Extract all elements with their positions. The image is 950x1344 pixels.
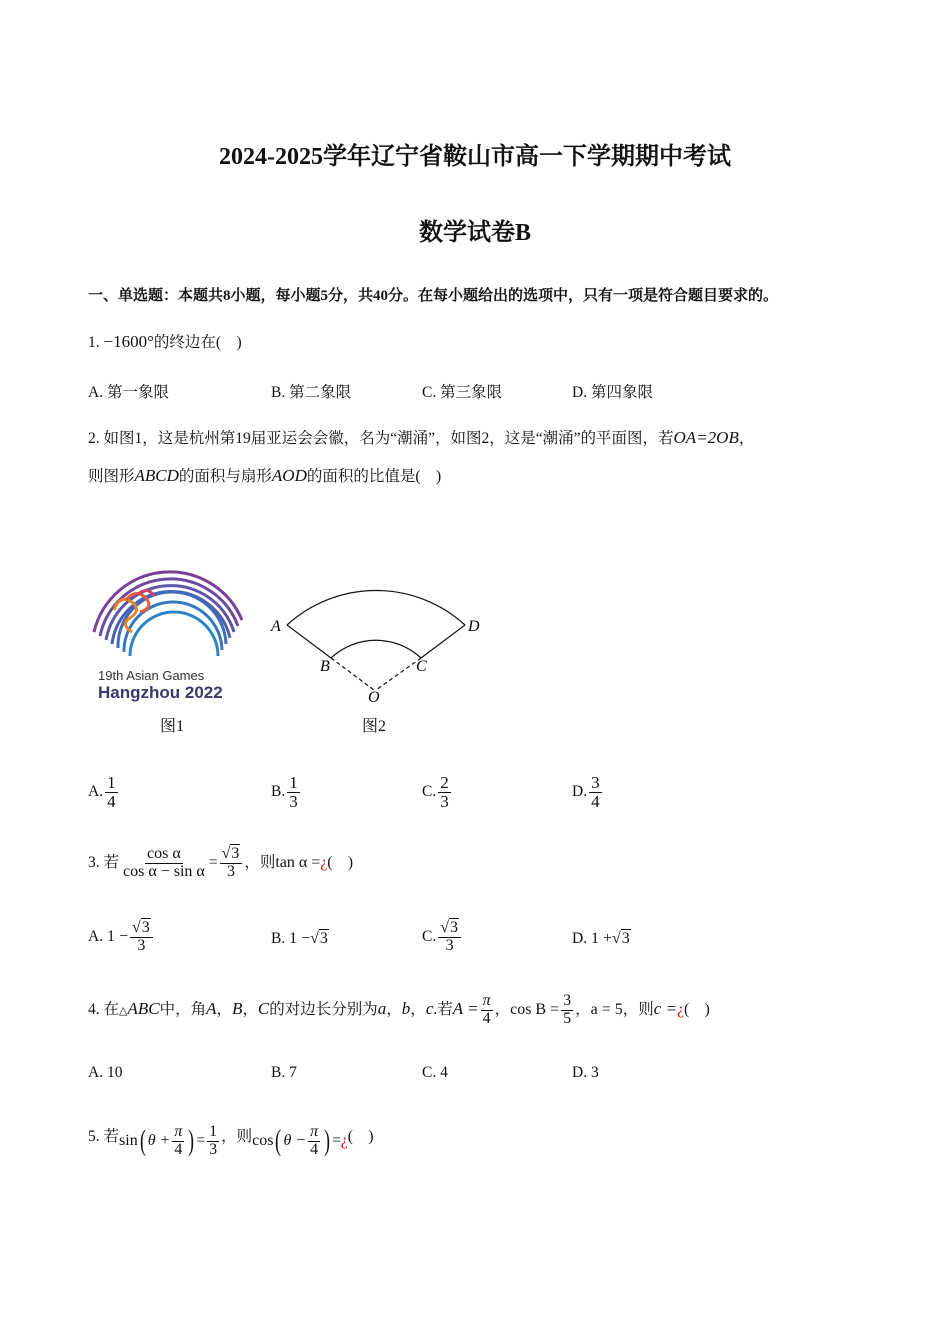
q2-option-a: A. $\frac{1}{4}$ — [88, 773, 116, 811]
segment-ab — [287, 625, 331, 658]
q3-option-a: A. 1 − $\frac{√3}{3}$ — [88, 920, 155, 955]
figure-1-caption: 图1 — [160, 718, 185, 735]
q1-option-a: A. 第一象限 — [88, 384, 169, 401]
q1-option-b: B. 第二象限 — [271, 384, 352, 401]
question-2-line2: 则图形ABCD的面积与扇形AOD的面积的比值是( ) — [88, 466, 442, 485]
exam-subtitle: 数学试卷B — [418, 220, 531, 246]
question-2-line1: 2. 如图1，这是杭州第19届亚运会会徽，名为“潮涌”，如图2，这是“潮涌”的平面图，若OA=2OB， — [88, 428, 755, 447]
question-3: 3. 若 $\frac{\text{cos α}}{\text{cos α − sin α}}$ = $\frac{√3}{3}$ ，则tan α =¿( ) — [88, 845, 354, 880]
q3-option-b: B. 1 −√3 — [271, 930, 328, 947]
label-a: A — [271, 618, 281, 635]
sector-diagram — [266, 570, 496, 710]
segment-dc — [421, 625, 465, 658]
segment-bo — [331, 658, 374, 690]
outer-arc — [287, 590, 465, 625]
label-b: B — [320, 658, 330, 675]
q1-option-c: C. 第三象限 — [422, 384, 503, 401]
asian-games-logo — [86, 570, 256, 705]
question-5: 5. 若sin( θ + $\frac{\pi}{4}$ ) = $\frac{1}{3}$ ，则cos( θ − $\frac{\pi}{4}$ ) =¿( ) — [88, 1123, 374, 1158]
q4-option-b: B. 7 — [271, 1064, 297, 1081]
q2-option-c: C. $\frac{2}{3}$ — [422, 773, 449, 811]
label-c: C — [416, 658, 427, 675]
label-o: O — [368, 689, 380, 706]
logo-line2: Hangzhou 2022 — [98, 683, 223, 702]
section-header: 一、单选题：本题共8小题，每小题5分，共40分。在每小题给出的选项中，只有一项是符合题目要求的。 — [88, 288, 779, 304]
q1-option-d: D. 第四象限 — [572, 384, 653, 401]
question-1: 1. −1600°的终边在( ) — [88, 332, 242, 351]
q2-option-b: B. $\frac{1}{3}$ — [271, 773, 298, 811]
inner-arc — [331, 640, 421, 658]
exam-title: 2024-2025学年辽宁省鞍山市高一下学期期中考试 — [219, 144, 731, 170]
segment-co — [376, 658, 421, 690]
q4-option-c: C. 4 — [422, 1064, 448, 1081]
q3-option-c: C. $\frac{√3}{3}$ — [422, 920, 463, 955]
label-d: D — [468, 618, 480, 635]
figure-2-caption: 图2 — [362, 718, 387, 735]
q4-option-a: A. 10 — [88, 1064, 123, 1081]
q3-option-d: D. 1 +√3 — [572, 930, 630, 947]
q1-angle: −1600° — [103, 332, 154, 351]
q4-option-d: D. 3 — [572, 1064, 599, 1081]
question-4: 4. 在△ABC中，角A，B，C的对边长分别为a，b，c.若A = $\frac{\pi}{4}$ ，cos B = $\frac{3}{5}$ ，a = 5，则c =¿( ) — [88, 992, 710, 1027]
q2-option-d: D. $\frac{3}{4}$ — [572, 773, 600, 811]
logo-line1: 19th Asian Games — [98, 668, 205, 683]
